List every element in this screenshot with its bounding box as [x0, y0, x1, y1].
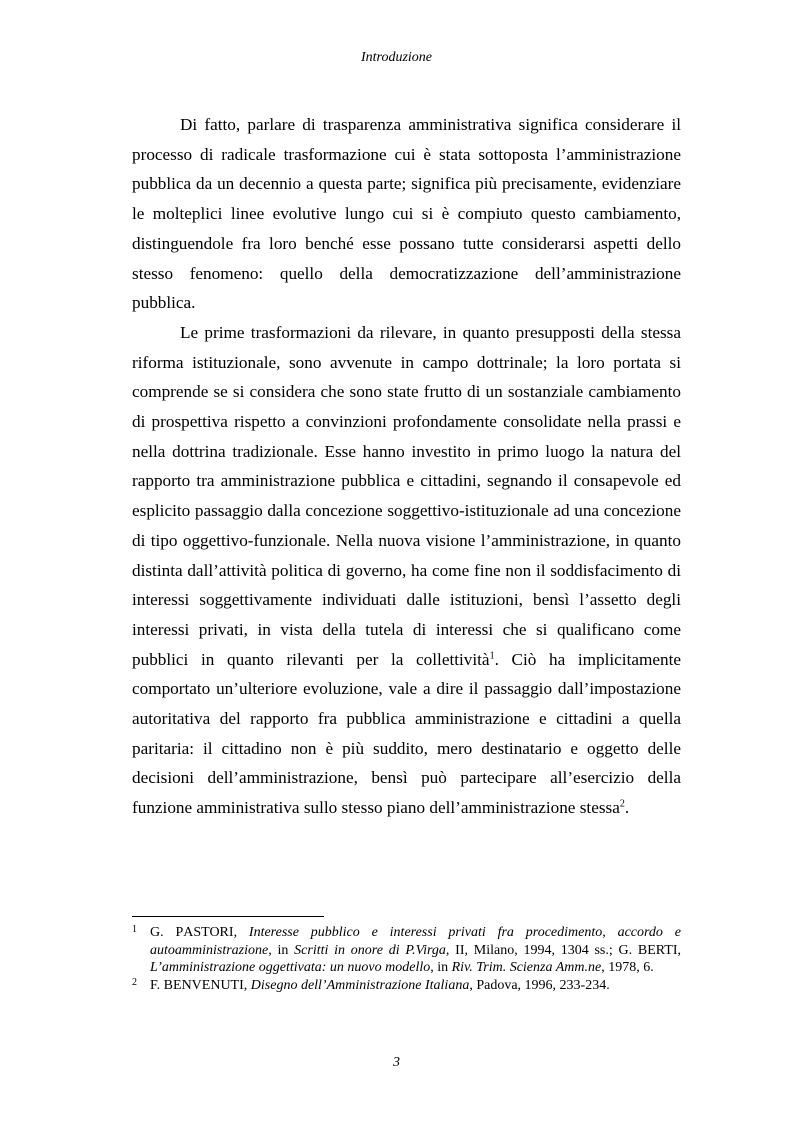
publication-info: , Padova, 1996, 233-234.: [469, 977, 610, 993]
author-initial: F. B: [150, 977, 174, 993]
work-title: L’amministrazione oggettivata: un nuovo modello: [150, 960, 431, 976]
footnote-divider: [132, 916, 324, 917]
connector: ,: [243, 977, 251, 993]
author-name: ERTI: [647, 942, 678, 958]
connector: ,: [677, 942, 682, 958]
author-initial: G. P: [150, 925, 184, 940]
author-name: ENVENUTI: [173, 977, 244, 993]
footnote-1: [132, 924, 681, 977]
paragraph-1: Di fatto, parlare di trasparenza amministrativa significa considerare il processo di radicale trasformazione cui è stata sottoposta l’amministrazione pubblica da un decennio a questa parte; significa più precisamente, evidenziare le molteplici linee evolutive lungo cui si è compiuto questo cambiamento, distinguendole fra loro benché esse possano tutte considerarsi aspetti dello stesso fenomeno: quello della democratizzazione dell’amministrazione pubblica.: [132, 115, 681, 313]
book-title: Scritti in onore di P.Virga: [294, 942, 446, 958]
main-text: [132, 110, 681, 823]
paragraph-2-part-a: Le prime trasformazioni da rilevare, in quanto presupposti della stessa riforma istituzionale, sono avvenute in campo dottrinale; la loro portata si comprende se si considera che sono state frutto di un sostanziale cambiamento di prospettiva rispetto a convinzioni profondamente consolidate nella prassi e nella dottrina tradizionale. Esse hanno investito in primo luogo la natura del rapporto tra amministrazione pubblica e cittadini, segnando il consapevole ed esplicito passaggio dalla concezione soggettivo-istituzionale ad una concezione di tipo oggettivo-funzionale. Nella nuova visione l’amministrazione, in quanto distinta dall’attività politica di governo, ha come fine non il soddisfacimento di interessi soggettivamente individuati dalle istituzioni, bensì l’assetto degli interessi privati, in vista della tutela di interessi che si qualificano come pubblici in quanto rilevanti per la collettività: [132, 322, 681, 669]
footnote-ref-1[interactable]: 1: [489, 649, 495, 661]
work-title: Interesse pubblico e interessi privati fra procedimento, accordo e autoamministrazione: [150, 925, 681, 958]
publication-info: , II, Milano, 1994, 1304 ss.; G. B: [445, 942, 648, 958]
footnote-2: [132, 977, 681, 995]
work-title: Disegno dell’Amministrazione Italiana: [250, 977, 470, 993]
paragraph-2: [132, 318, 681, 823]
footnote-text: [150, 977, 681, 995]
journal-title: Riv. Trim. Scienza Amm.ne: [451, 960, 602, 976]
page-number: 3: [393, 1055, 400, 1070]
paragraph-2-part-b: . Ciò ha implicitamente comportato un’ulteriore evoluzione, vale a dire il passaggio dall’impostazione autoritativa del rapporto fra pubblica amministrazione e cittadini a quella paritaria: il cittadino non è più suddito, mero destinatario e oggetto delle decisioni dell’amministrazione, bensì può partecipare all’esercizio della funzione amministrativa sullo stesso piano dell’amministrazione stessa: [132, 649, 681, 818]
connector: , in: [430, 960, 452, 976]
footnote-number: 1: [132, 924, 137, 935]
footnotes: [132, 924, 681, 994]
running-header: Introduzione: [360, 50, 433, 65]
footnote-text: G. PASTORI, Interesse pubblico e interessi privati fra procedimento, accordo e autoamministrazione, in Scritti in onore di P.Virga, II, Milano, 1994, 1304 ss.; G. BERTI, L’amministrazione oggettivata: un nuovo modello, in Riv. Trim. Scienza Amm.ne, 1978, 6.: [150, 925, 682, 976]
connector: , in: [268, 942, 295, 958]
footnote-number: 2: [132, 976, 137, 988]
author-name: ASTORI: [183, 925, 234, 940]
publication-info: , 1978, 6.: [601, 960, 654, 976]
paragraph-2-part-c: .: [624, 798, 630, 818]
footnote-ref-2[interactable]: 2: [619, 798, 625, 810]
